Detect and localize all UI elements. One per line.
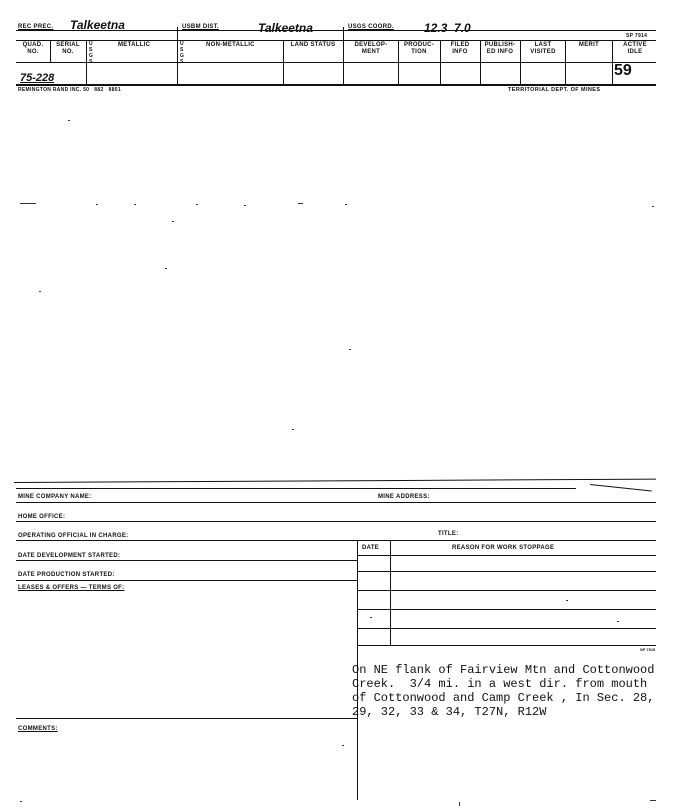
typed-note-line: On NE flank of Fairview Mtn and Cottonwood xyxy=(352,663,655,677)
department-line: TERRITORIAL DEPT. OF MINES xyxy=(508,87,601,93)
usbm-dist-label: USBM DIST. xyxy=(182,24,220,30)
bottom-card-rule xyxy=(16,521,656,522)
top-card-rule-2 xyxy=(16,40,656,41)
stoppage-table-rule xyxy=(357,628,656,629)
bottom-card-top-edge xyxy=(14,479,656,483)
top-card-divider xyxy=(86,40,87,84)
date-production-started-label: DATE PRODUCTION STARTED: xyxy=(18,572,115,578)
printer-line: REMINGTON RAND INC. 50 882 8801 xyxy=(18,87,121,93)
bottom-card-rule xyxy=(16,580,357,581)
top-card-rule-3 xyxy=(16,62,656,63)
col-metallic: METALLIC xyxy=(118,42,151,48)
form-number-top: SP 7914 xyxy=(626,33,648,39)
reason-header: REASON FOR WORK STOPPAGE xyxy=(452,545,555,551)
top-card-divider xyxy=(177,27,178,84)
col-land-status: LAND STATUS xyxy=(290,42,336,48)
top-card-divider xyxy=(283,40,284,84)
col-quad-no: QUAD. NO. xyxy=(22,42,44,55)
rec-prec-label: REC PREC. xyxy=(18,24,54,30)
quad-value: 75-228 xyxy=(20,72,55,84)
col-active-idle: ACTIVE IDLE xyxy=(623,42,647,55)
top-card-divider xyxy=(343,27,344,84)
stoppage-table-rule xyxy=(357,590,656,591)
bottom-card-rule xyxy=(16,488,576,489)
top-card-divider xyxy=(520,40,521,84)
bottom-card-rule xyxy=(16,718,357,719)
col-development: DEVELOP- MENT xyxy=(354,42,388,55)
leases-offers-label: LEASES & OFFERS — TERMS OF: xyxy=(18,585,125,591)
col-usgs-a: U S G S xyxy=(89,41,94,65)
bottom-card-rule xyxy=(16,502,656,503)
comments-label: COMMENTS: xyxy=(18,726,58,732)
top-card-divider xyxy=(480,40,481,84)
rec-prec-value: Talkeetna xyxy=(70,18,125,32)
typed-note-line: of Cottonwood and Camp Creek , In Sec. 28, xyxy=(352,691,655,705)
top-card-divider xyxy=(440,40,441,84)
operating-official-label: OPERATING OFFICIAL IN CHARGE: xyxy=(18,533,129,539)
mine-company-name-label: MINE COMPANY NAME: xyxy=(18,494,92,500)
top-card-divider xyxy=(398,40,399,84)
form-number-bottom: SP 7915 xyxy=(640,647,656,652)
usgs-coord-label: USGS COORD. xyxy=(348,24,394,30)
usbm-dist-value: Talkeetna xyxy=(258,21,313,35)
col-usgs-b: U S G S xyxy=(180,41,185,65)
col-published-info: PUBLISH- ED INFO xyxy=(484,42,516,55)
title-label: TITLE: xyxy=(438,531,459,537)
stoppage-table-rule xyxy=(357,555,656,556)
col-merit: MERIT xyxy=(578,42,600,48)
bottom-card-rule xyxy=(590,484,652,491)
top-card-rule-4 xyxy=(16,84,656,86)
bottom-card-rule xyxy=(16,540,656,541)
stoppage-table-divider xyxy=(357,540,358,645)
stoppage-table-rule xyxy=(357,645,656,646)
typed-note-line: Creek. 3/4 mi. in a west dir. from mouth xyxy=(352,677,648,691)
col-non-metallic: NON-METALLIC xyxy=(206,42,255,48)
date-header: DATE xyxy=(362,545,380,551)
top-card-divider xyxy=(50,40,51,62)
typed-note-line: 29, 32, 33 & 34, T27N, R12W xyxy=(352,705,547,719)
stoppage-table-rule xyxy=(357,571,656,572)
top-card-divider xyxy=(612,40,613,84)
stoppage-table-divider xyxy=(390,540,391,645)
col-filed-info: FILED INFO xyxy=(450,42,470,55)
mine-address-label: MINE ADDRESS: xyxy=(378,494,430,500)
stoppage-table-rule xyxy=(357,609,656,610)
home-office-label: HOME OFFICE: xyxy=(18,514,66,520)
col-production: PRODUC- TION xyxy=(403,42,435,55)
typed-location-note xyxy=(352,663,654,719)
col-last-visited: LAST VISITED xyxy=(530,42,556,55)
corner-mark: 59 xyxy=(614,62,632,79)
col-serial-no: SERIAL NO. xyxy=(56,42,80,55)
date-development-started-label: DATE DEVELOPMENT STARTED: xyxy=(18,553,121,559)
bottom-card-rule xyxy=(16,560,357,561)
top-card-divider xyxy=(565,40,566,84)
usgs-coord-value: 12.3 7.0 xyxy=(424,21,471,35)
